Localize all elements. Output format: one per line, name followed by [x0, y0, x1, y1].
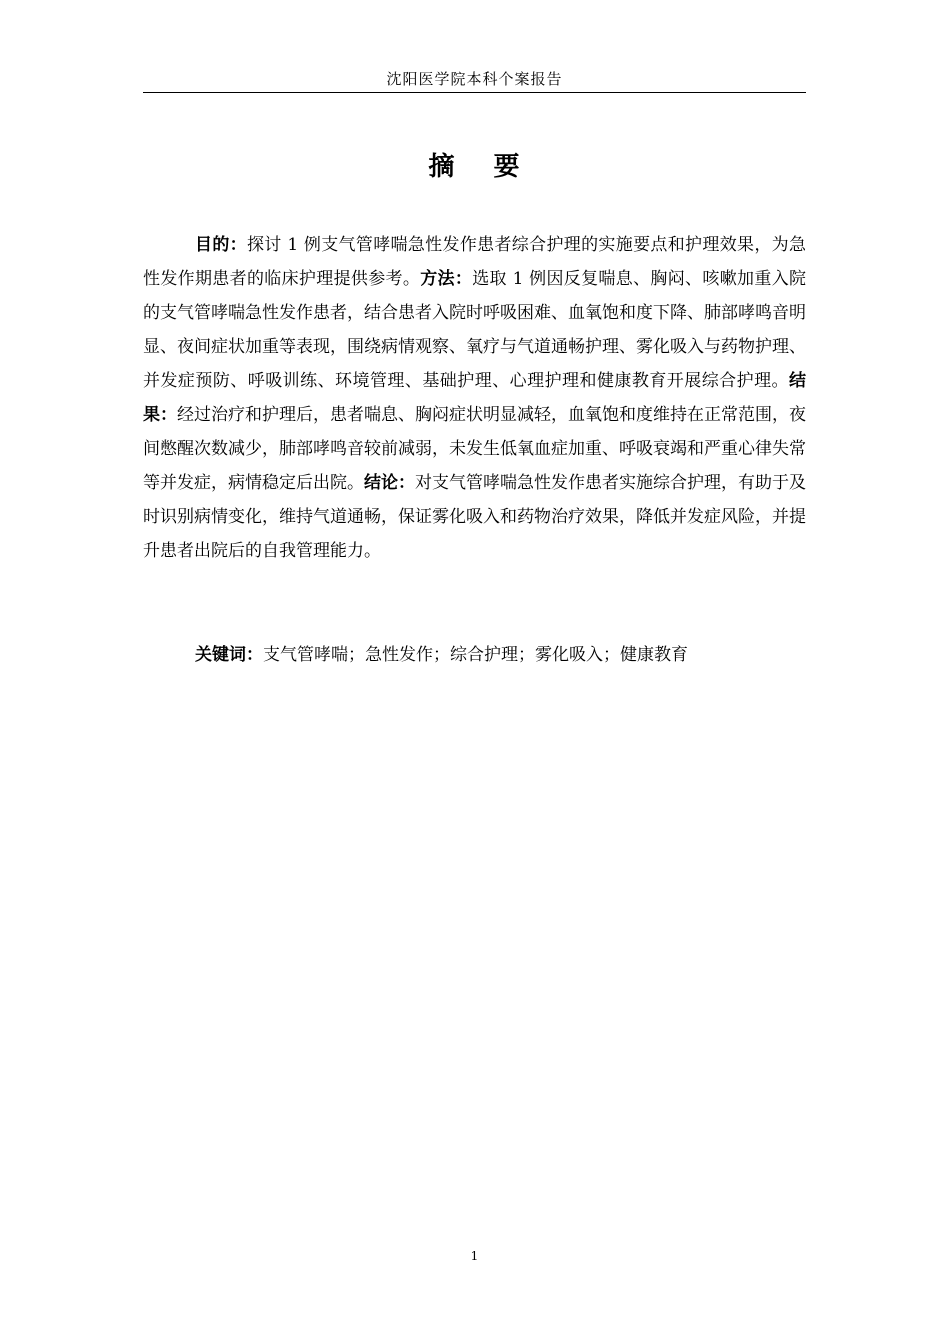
header-title: 沈阳医学院本科个案报告: [386, 70, 563, 88]
keywords: [143, 638, 806, 672]
method-label: 方法：: [420, 269, 473, 289]
conclusion-text: 对支气管哮喘急性发作患者实施综合护理，有助于及时识别病情变化，维持气道通畅，保证雾化吸入和药物治疗效果，降低并发症风险，并提升患者出院后的自我管理能力。: [143, 473, 806, 561]
page-number: 1: [470, 1249, 479, 1263]
result-label: 结果：: [143, 371, 806, 425]
page-header: [143, 66, 806, 93]
objective-text: 探讨 1 例支气管哮喘急性发作患者综合护理的实施要点和护理效果，为急性发作期患者的临床护理提供参考。: [143, 235, 807, 289]
keywords-text: 支气管哮喘；急性发作；综合护理；雾化吸入；健康教育: [263, 645, 688, 665]
title-char-2: 要: [493, 152, 521, 182]
method-text: 选取 1 例因反复喘息、胸闷、咳嗽加重入院的支气管哮喘急性发作患者，结合患者入院时呼吸困难、血氧饱和度下降、肺部哮鸣音明显、夜间症状加重等表现，围绕病情观察、氧疗与气道通畅护理、雾化吸入与药物护理、并发症预防、呼吸训练、环境管理、基础护理、心理护理和健康教育开展综合护理。: [143, 269, 807, 391]
title-char-1: 摘: [428, 152, 456, 182]
objective-label: 目的：: [195, 235, 247, 255]
result-text: 经过治疗和护理后，患者喘息、胸闷症状明显减轻，血氧饱和度维持在正常范围，夜间憋醒次数减少，肺部哮鸣音较前减弱，未发生低氧血症加重、呼吸衰竭和严重心律失常等并发症，病情稳定后出院。: [143, 405, 806, 493]
conclusion-label: 结论：: [364, 473, 415, 493]
keywords-label: 关键词：: [195, 645, 263, 665]
abstract-title: [143, 150, 806, 184]
abstract-body: [143, 228, 806, 568]
